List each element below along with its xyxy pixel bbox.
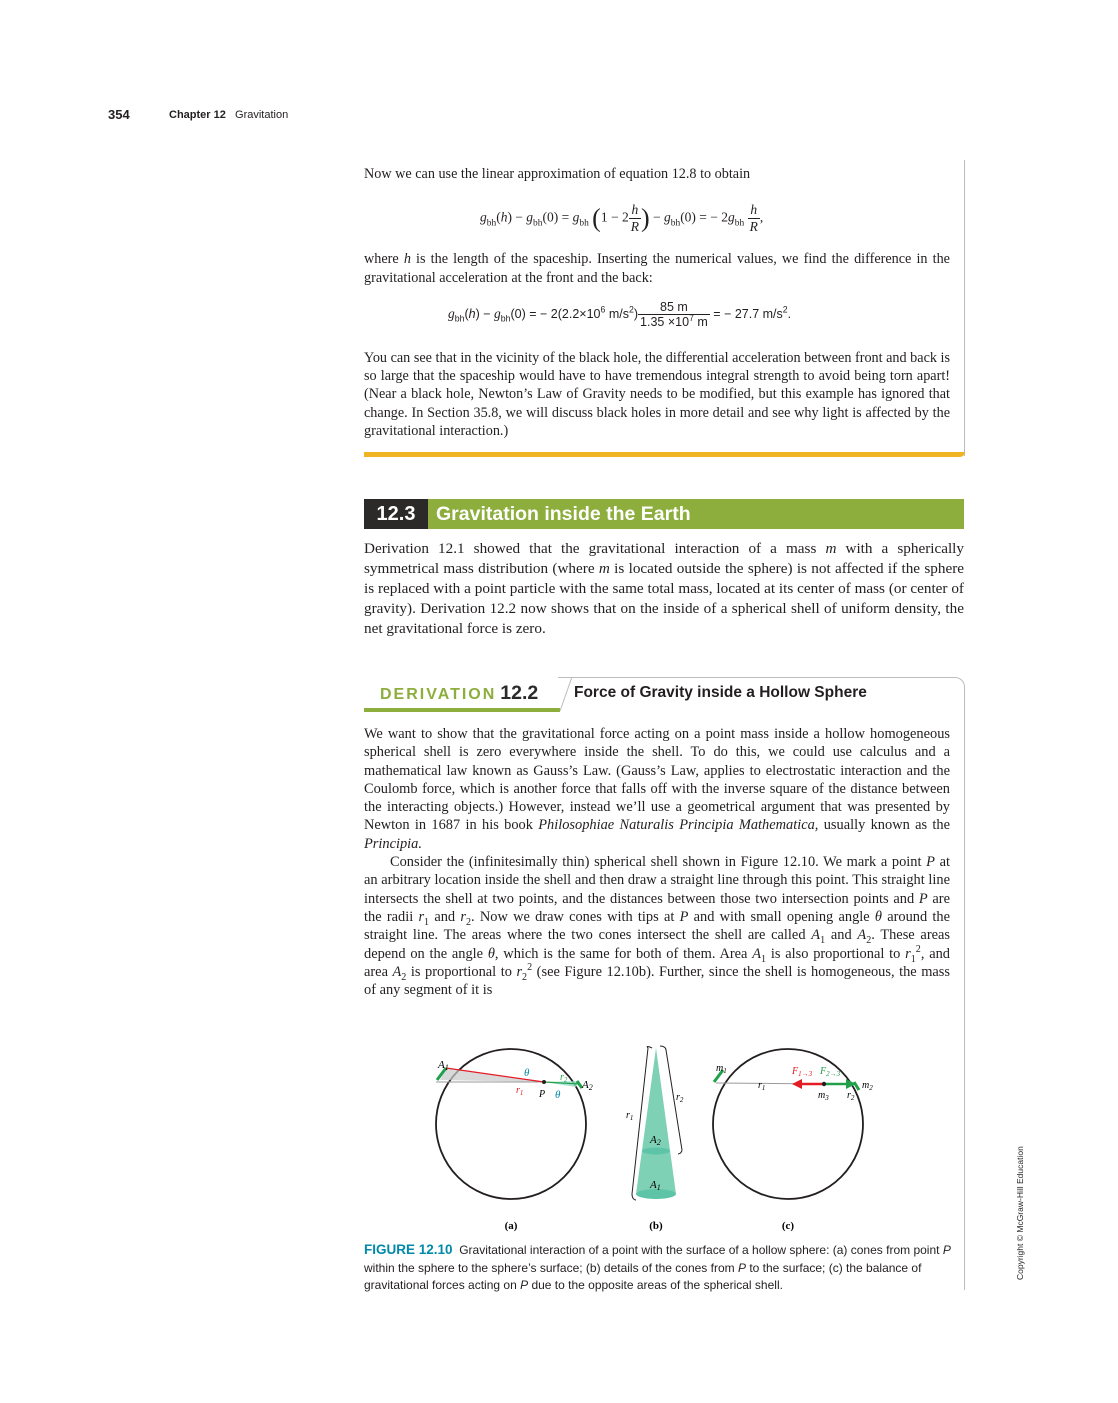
svg-text:A2: A2	[582, 1079, 593, 1092]
section-number: 12.3	[364, 499, 428, 529]
svg-text:m1: $m_1$	[716, 1063, 727, 1075]
equation-linear-approximation: $g_{bh}(h) - g_{bh}(0) = g_{bh}$ (1 − 2 $\frac{h}{R}$ ) − $g_{bh}(0)$ = − $2g_{bh}$ $\frac{h}{R}$ ,	[480, 202, 764, 234]
svg-text:r1: $r_1$	[758, 1080, 766, 1092]
svg-text:A2: A2	[650, 1134, 661, 1147]
chapter-title: Gravitation	[235, 109, 289, 121]
panel-c-label: (c)	[781, 1220, 795, 1232]
derivation-underline	[364, 708, 560, 712]
figure-12-10	[420, 1038, 940, 1238]
section-intro-text: Derivation 12.1 showed that the gravitational interaction of a mass m with a spherically symmetrical mass distribution (where m is located outside the sphere) is not affected if the sphere is replaced with a point particle with the same total mass, located at its center of mass (or center of gravity). Derivation 12.2 now shows that on the inside of a spherical shell of uniform density, the net gravitational force is zero.	[364, 540, 964, 637]
svg-text:F2→3: $F_{2\to 3}$	[820, 1066, 841, 1078]
derivation-text	[364, 725, 950, 999]
derivation-title: Force of Gravity inside a Hollow Sphere	[574, 684, 867, 701]
svg-text:m3: $m_3$	[818, 1090, 829, 1102]
panel-a-label: (a)	[504, 1220, 518, 1232]
svg-text:m2: $m_2$	[862, 1080, 873, 1092]
example-explanation: where h is the length of the spaceship. Inserting the numerical values, we find the difference in the gravitational acceleration at the front and the back:	[364, 251, 950, 286]
panel-b-label: (b)	[649, 1220, 663, 1232]
section-title: Gravitation inside the Earth	[436, 503, 691, 525]
svg-text:P: P	[539, 1089, 546, 1100]
equation-numeric: $g_{bh}(h) - g_{bh}(0)$ = − $2(2.2\times 10^6$ $m/s^2$) $\frac{85 m}{1.35 \times 10^7 m}$ = − 27.7 $m/s^2$.	[448, 300, 792, 329]
copyright-notice: Copyright © McGraw-Hill Education	[1015, 1146, 1025, 1280]
running-head	[169, 109, 288, 121]
derivation-tab-edge	[558, 677, 574, 711]
svg-text:θ: θ	[524, 1067, 530, 1079]
svg-text:r1: $r_1$	[626, 1110, 634, 1122]
fraction-numerator: 85 m	[638, 300, 710, 315]
svg-text:A1: A1	[650, 1179, 661, 1192]
chapter-label: Chapter 12	[169, 109, 226, 121]
figure-caption: FIGURE 12.10 Gravitational interaction of a point with the surface of a hollow sphere: (a) cones from point P within the sphere to the sphere’s surface; (b) details of the cones from P to the surface; (c) the balance of gravitational forces acting on P due to the opposite areas of the spherical shell.	[364, 1242, 951, 1292]
svg-text:r2: $r_2$	[676, 1092, 684, 1104]
panel-c-diagram	[713, 1049, 873, 1199]
example-intro: Now we can use the linear approximation of equation 12.8 to obtain	[364, 166, 751, 182]
svg-text:A1: A1	[438, 1059, 449, 1072]
svg-text:θ: θ	[555, 1089, 561, 1101]
figure-label: FIGURE 12.10	[364, 1242, 453, 1257]
svg-text:r2: $r_2$	[560, 1072, 568, 1084]
panel-a-diagram	[436, 1049, 593, 1199]
svg-text:r2: $r_2$	[847, 1090, 855, 1102]
section-heading	[364, 499, 964, 529]
derivation-paragraph-2: Consider the (infinitesimally thin) spherical shell shown in Figure 12.10. We mark a point P at an arbitrary location inside the shell and then draw a straight line through this point. This straight line intersects the shell at two points, and the distances between those two intersection points and P are the radii $r_1$ and $r_2$. Now we draw cones with tips at P and with small opening angle θ around the straight line. The areas where the two cones intersect the shell are called $A_1$ and $A_2$. These areas depend on the angle θ, which is the same for both of them. Area $A_1$ is also proportional to $r_1^2$, and area $A_2$ is proportional to $r_2^2$ (see Figure 12.10b). Further, since the shell is homogeneous, the mass of any segment of it is	[364, 854, 950, 999]
panel-b-cone	[626, 1046, 684, 1200]
derivation-paragraph-1: We want to show that the gravitational force acting on a point mass inside a hollow homogeneous spherical shell is zero everywhere inside the shell. To do this, we could use calculus and a mathematical law known as Gauss’s Law. (Gauss’s Law, applies to electrostatic interaction and the Coulomb force, which is another force that falls off with the inverse square of the distance between the interacting objects.) However, instead we’ll use a geometrical argument that was presented by Newton in 1687 in his book Philosophiae Naturalis Principia Mathematica, usually known as the Principia.	[364, 726, 950, 852]
svg-text:r1: $r_1$	[516, 1085, 524, 1097]
example-conclusion: You can see that in the vicinity of the black hole, the differential acceleration between front and back is so large that the spaceship would have to have tremendous integral strength to avoid being torn apart! (Near a black hole, Newton’s Law of Gravity needs to be modified, but this example has ignored that change. In Section 35.8, we will discuss black holes in more detail and see why light is affected by the gravitational interaction.)	[364, 350, 950, 439]
page-number: 354	[108, 107, 130, 122]
derivation-label: DERIVATION 12.2	[380, 682, 539, 704]
derivation-number: 12.2	[500, 682, 539, 704]
svg-text:F1→3: $F_{1\to 3}$	[792, 1066, 813, 1078]
fraction-denominator: 1.35 ×10	[640, 315, 690, 329]
example-panel-rule	[364, 452, 965, 457]
